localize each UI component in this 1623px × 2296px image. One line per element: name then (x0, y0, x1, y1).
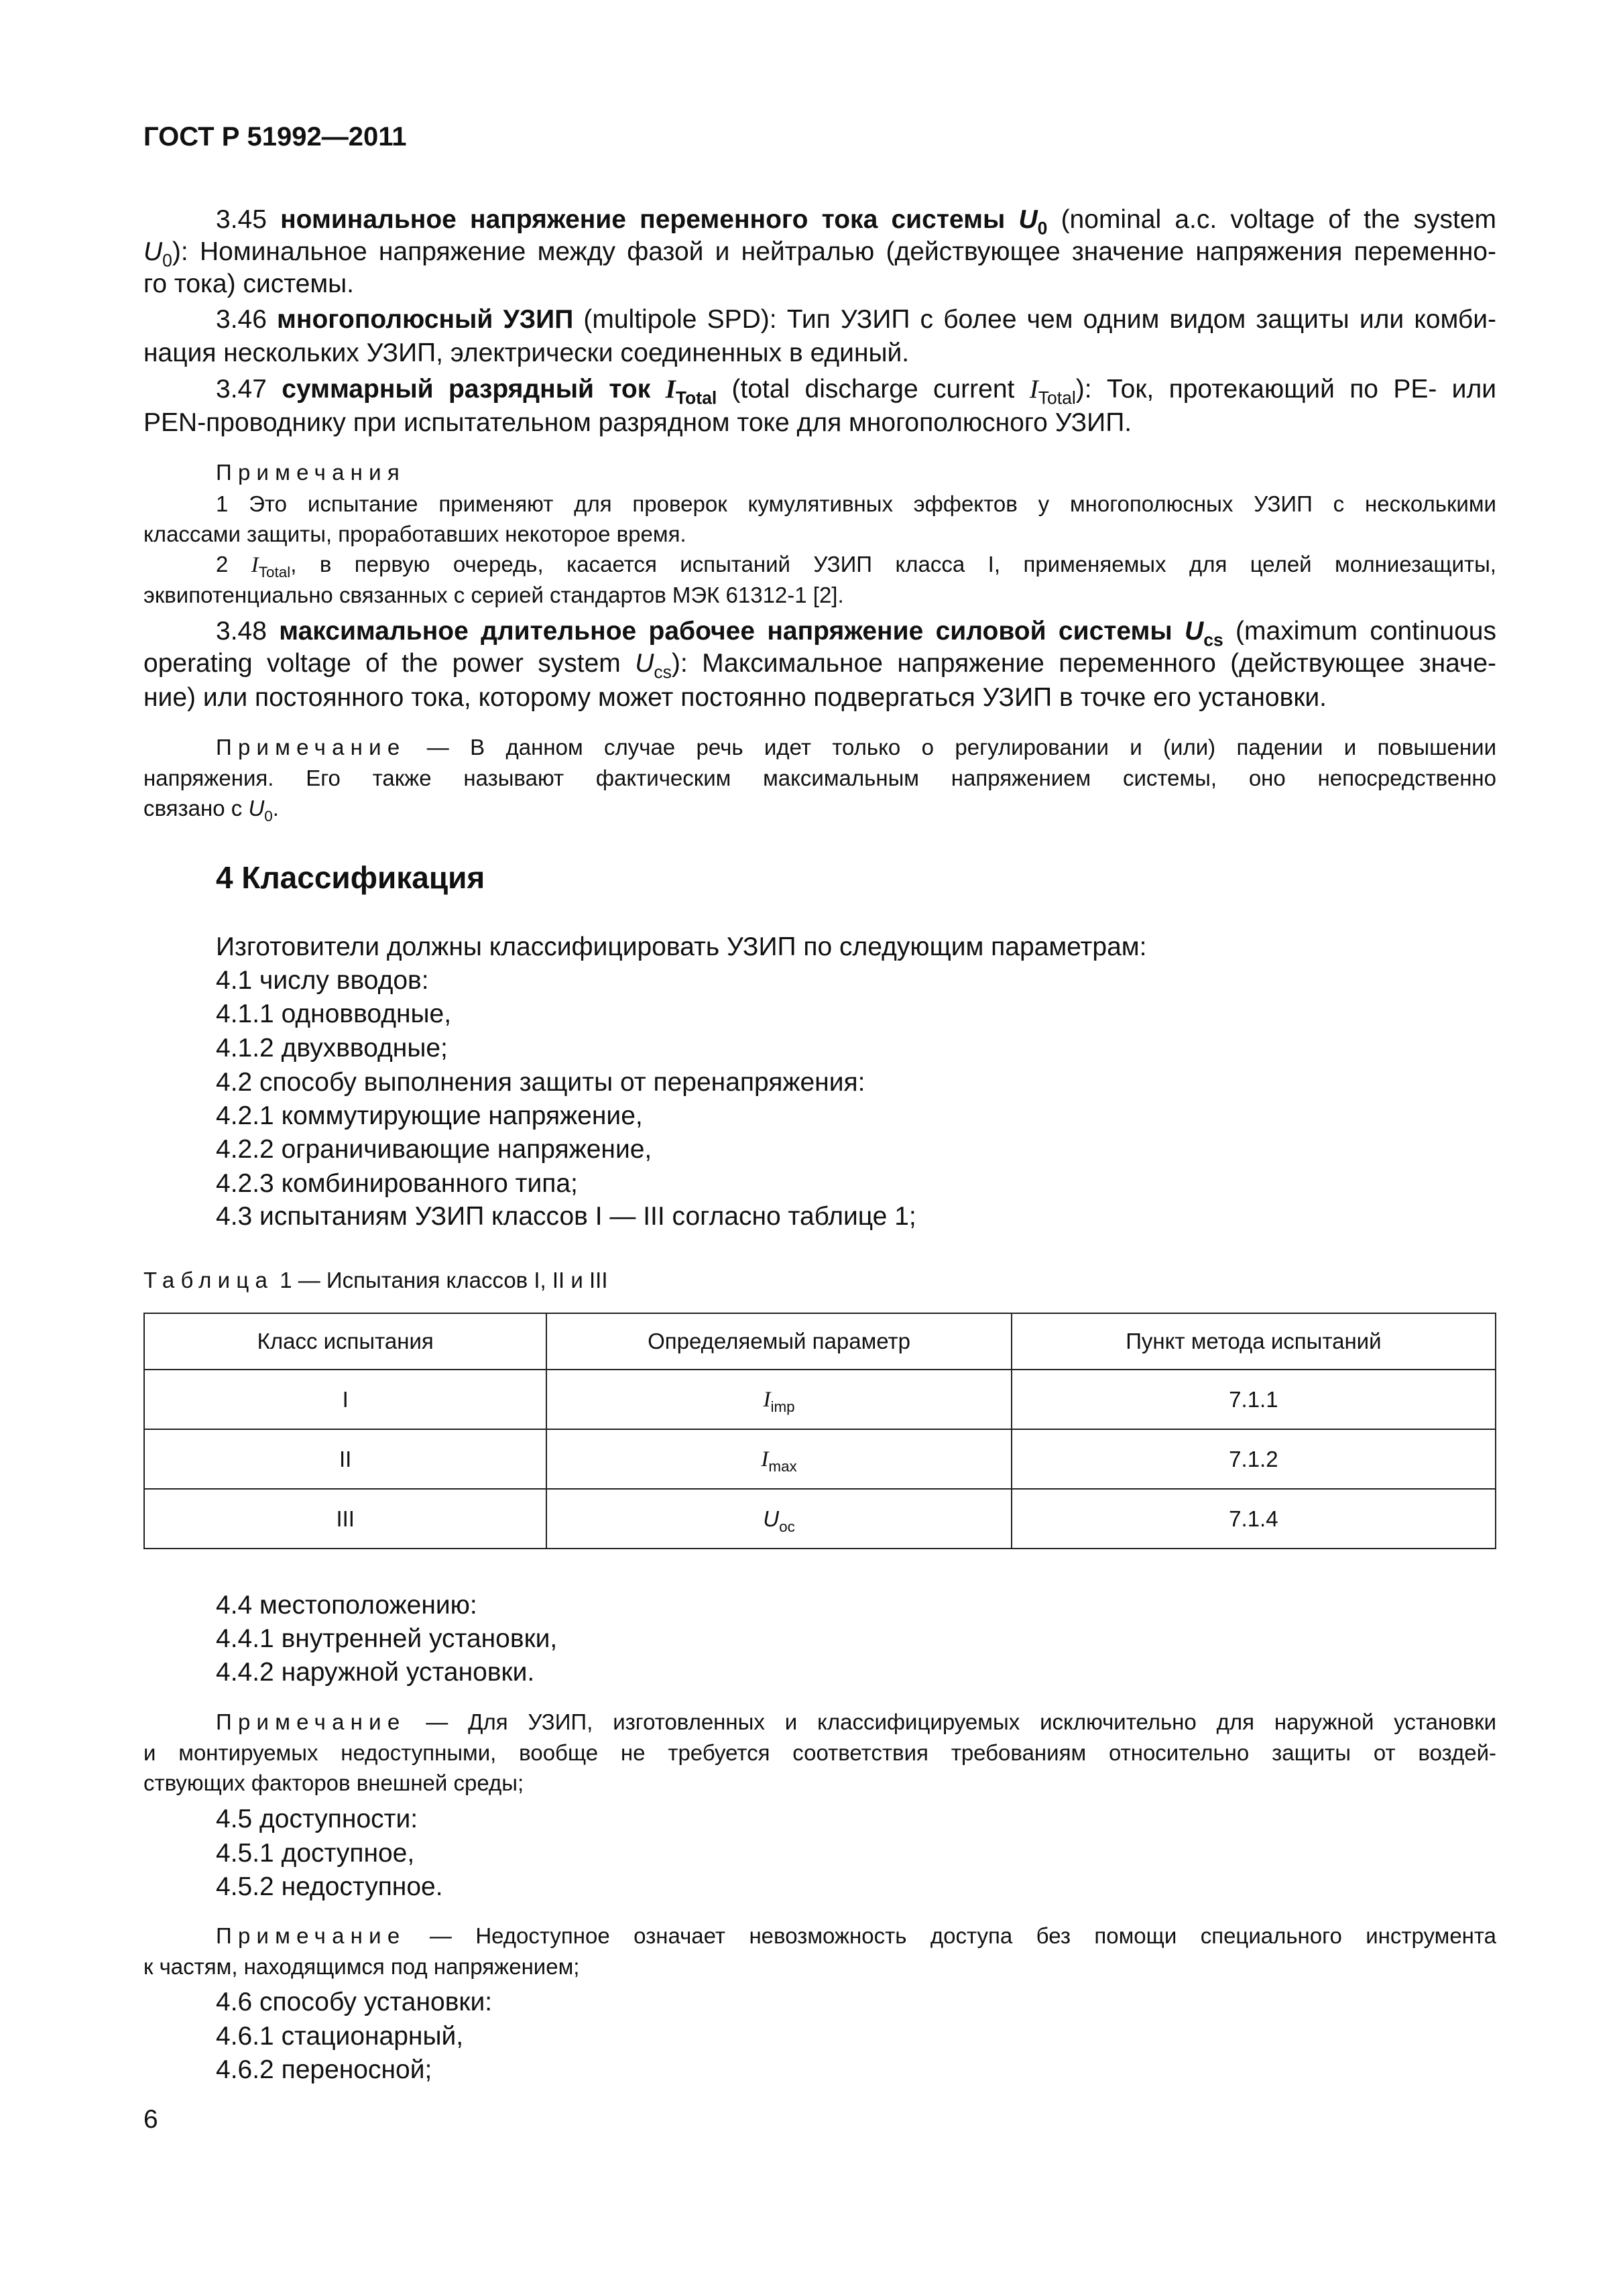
list-item: 4.6 способу установки: (216, 1988, 493, 2016)
list-item: 4.2.1 коммутирующие напряжение, (216, 1101, 643, 1130)
table-cell: I (144, 1370, 546, 1429)
table-header-cell: Пункт метода испытаний (1012, 1313, 1496, 1370)
note-4-4-line-1: Примечание — Для УЗИП, изготовленных и классифицируемых исключительно для наружной установки (216, 1709, 1496, 1734)
table-row (144, 1429, 1496, 1489)
table-cell: $U_{oc}$ (546, 1489, 1011, 1549)
definition-3-45-line-1: 3.45 номинальное напряжение переменного тока системы $U_0$ (nominal a.c. voltage of the system (216, 205, 1496, 239)
list-item: 4.3 испытаниям УЗИП классов I — III согласно таблице 1; (216, 1202, 916, 1231)
definition-3-48-line-3: ние) или постоянного тока, которому может постоянно подвергаться УЗИП в точке его установки. (143, 683, 1327, 712)
definition-3-47-line-1: 3.47 суммарный разрядный ток $I_{Total}$ (total discharge current $I_{Total}$): Ток, протекающий по PE- или (216, 375, 1497, 408)
table-header-row (144, 1313, 1496, 1370)
classification-intro: Изготовители должны классифицировать УЗИП по следующим параметрам: (216, 932, 1147, 961)
list-item: 4.1.2 двухвводные; (216, 1034, 448, 1063)
note-2-line-2: эквипотенциально связанных с серией стандартов МЭК 61312-1 [2]. (143, 583, 844, 607)
note-1-line-2: классами защиты, проработавших некоторое время. (143, 522, 686, 546)
table-cell: $I_{imp}$ (546, 1370, 1011, 1429)
list-item: 4.2 способу выполнения защиты от перенапряжения: (216, 1068, 865, 1097)
classes-table (143, 1313, 1496, 1549)
table-row (144, 1370, 1496, 1429)
list-item: 4.5.1 доступное, (216, 1839, 415, 1868)
list-item: 4.4 местоположению: (216, 1591, 477, 1620)
list-item: 4.4.1 внутренней установки, (216, 1624, 558, 1653)
definition-3-48-line-2: operating voltage of the power system $U_{cs}$): Максимальное напряжение переменного (действующее значе- (143, 649, 1497, 682)
document-header: ГОСТ Р 51992—2011 (143, 122, 407, 152)
note-3-48-line-1: Примечание — В данном случае речь идет только о регулировании и (или) падении и повышении (216, 735, 1496, 760)
definition-3-48-line-1: 3.48 максимальное длительное рабочее напряжение силовой системы $U_{cs}$ (maximum continuous (216, 617, 1496, 650)
list-item: 4.6.1 стационарный, (216, 2022, 464, 2051)
list-item: 4.2.2 ограничивающие напряжение, (216, 1135, 652, 1164)
table-header-cell: Определяемый параметр (546, 1313, 1011, 1370)
table-cell: $I_{max}$ (546, 1429, 1011, 1489)
note-4-5-line-2: к частям, находящимся под напряжением; (143, 1954, 580, 1979)
list-item: 4.5.2 недоступное. (216, 1872, 443, 1901)
notes-title: Примечания (216, 460, 406, 485)
list-item: 4.2.3 комбинированного типа; (216, 1169, 578, 1198)
definition-3-47-line-2: PEN-проводнику при испытательном разрядном токе для многополюсного УЗИП. (143, 408, 1132, 437)
table-cell: III (144, 1489, 546, 1549)
table-row (144, 1489, 1496, 1549)
note-4-4-line-2: и монтируемых недоступными, вообще не требуется соответствия требованиям относительно защиты от воздей- (143, 1740, 1496, 1765)
table-cell: II (144, 1429, 546, 1489)
table-cell: 7.1.4 (1012, 1489, 1496, 1549)
table-caption: Таблица 1 — Испытания классов I, II и III (143, 1268, 608, 1292)
definition-3-46-line-2: нация нескольких УЗИП, электрически соединенных в единый. (143, 339, 910, 367)
note-1-line-1: 1 Это испытание применяют для проверок кумулятивных эффектов у многополюсных УЗИП с несколькими (216, 491, 1496, 516)
definition-3-45-line-3: го тока) системы. (143, 269, 355, 298)
page-number: 6 (143, 2105, 158, 2134)
list-item: 4.1.1 одновводные, (216, 1000, 452, 1028)
note-3-48-line-2: напряжения. Его также называют фактическим максимальным напряжением системы, оно непосредственно (143, 766, 1496, 790)
note-4-4-line-3: ствующих факторов внешней среды; (143, 1770, 524, 1795)
list-item: 4.1 числу вводов: (216, 966, 429, 995)
note-4-5-line-1: Примечание — Недоступное означает невозможность доступа без помощи специального инструмента (216, 1923, 1496, 1948)
list-item: 4.6.2 переносной; (216, 2055, 432, 2084)
table-cell: 7.1.2 (1012, 1429, 1496, 1489)
list-item: 4.5 доступности: (216, 1805, 418, 1833)
table-cell: 7.1.1 (1012, 1370, 1496, 1429)
section-4-heading: 4 Классификация (216, 860, 485, 895)
list-item: 4.4.2 наружной установки. (216, 1658, 535, 1687)
definition-3-45-line-2: $U_0$): Номинальное напряжение между фазой и нейтралью (действующее значение напряжения переменно- (143, 237, 1496, 271)
definition-3-46-line-1: 3.46 многополюсный УЗИП (multipole SPD): Тип УЗИП с более чем одним видом защиты или комби- (216, 305, 1496, 334)
note-2-line-1: 2 $I_{Total}$, в первую очередь, касается испытаний УЗИП класса I, применяемых для целей молниезащиты, (216, 552, 1496, 581)
table-header-cell: Класс испытания (144, 1313, 546, 1370)
note-3-48-line-3: связано с $U_0$. (143, 796, 279, 825)
